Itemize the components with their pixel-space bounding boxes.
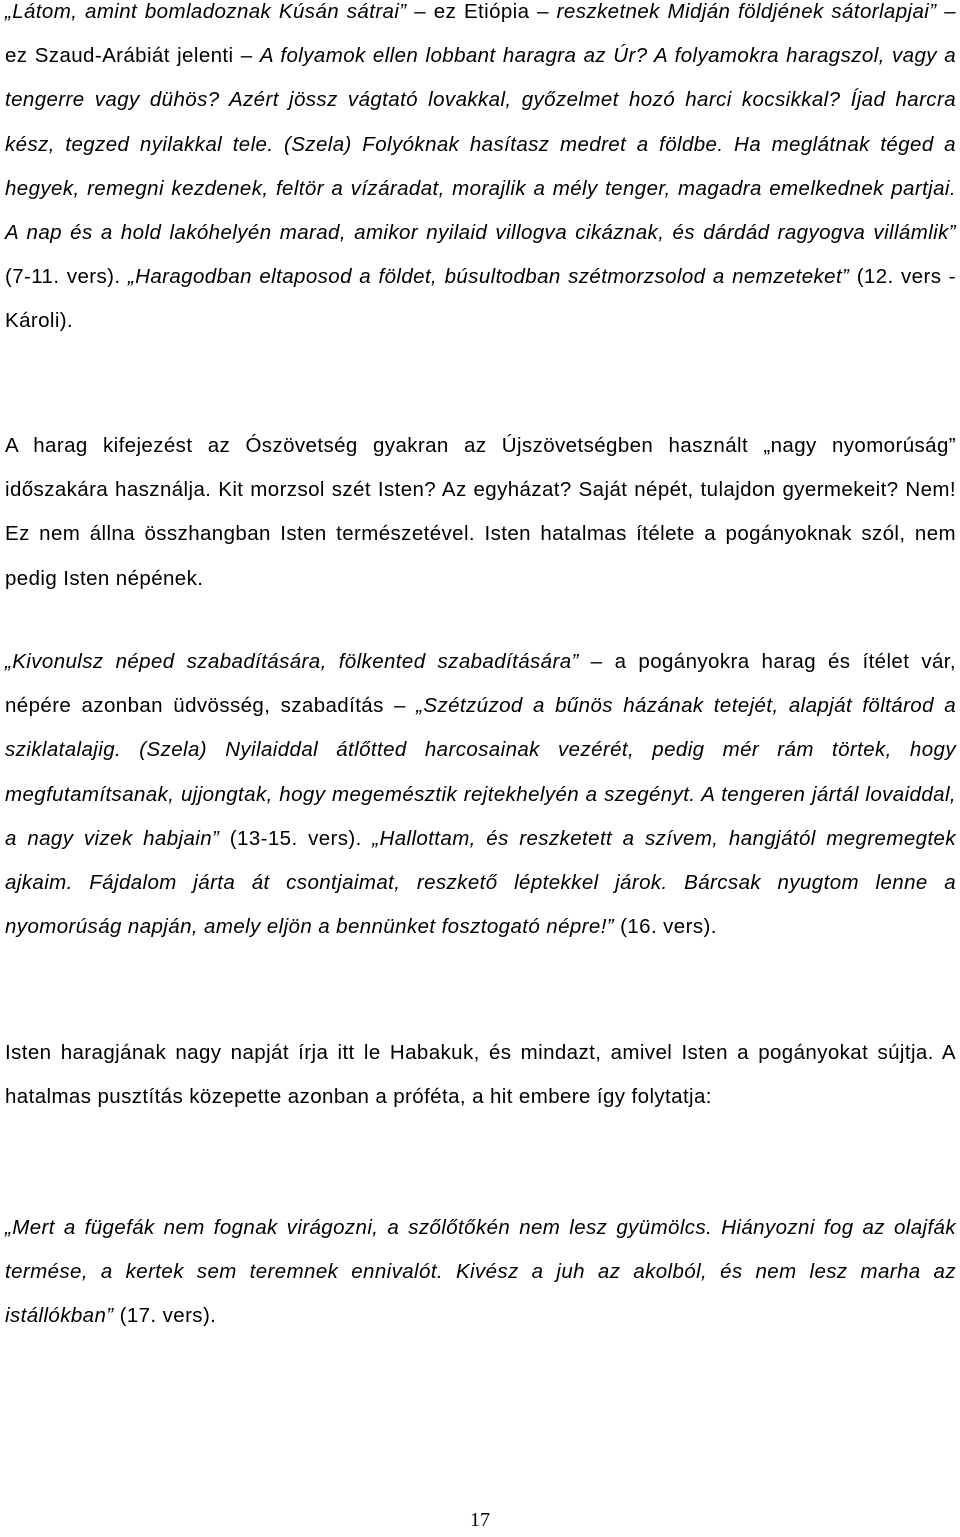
paragraph (5, 1031, 956, 1119)
verse-reference: (13-15. vers). (219, 826, 373, 850)
quote-text: reszketnek Midján földjének sátorlapjai” (556, 0, 937, 23)
verse-reference: (16. vers). (614, 915, 717, 939)
paragraph (5, 640, 956, 949)
quote-text: „Kivonulsz néped szabadítására, fölkented szabadítására” (5, 650, 579, 673)
verse-reference: (17. vers). (113, 1304, 217, 1328)
quote-text: „Látom, amint bomladoznak Kúsán sátrai” (5, 0, 407, 23)
verse-reference: (12. vers - Károli). (5, 265, 956, 333)
quote-text: „Mert a fügefák nem fognak virágozni, a szőlőtőkén nem lesz gyümölcs. Hiányozni fog az olajfák termése, a kertek sem teremnek ennivalót. Kivész a juh az akolból, és nem lesz marha az istállókban” (5, 1216, 956, 1328)
body-text: – ez Etiópia – (406, 0, 557, 23)
paragraph (5, 1206, 956, 1339)
body-text: – ez Szaud-Arábiát jelenti – (5, 0, 957, 68)
body-text: A harag kifejezést az Ószövetség gyakran az Újszövetségben használt „nagy nyomorúság” időszakára használja. Kit morzsol szét Isten? Az egyházat? Saját népét, tulajdon gyermekeit? Nem! Ez nem állna összhangban Isten természetével. Isten hatalmas ítélete a pogányoknak szól, nem pedig Isten népének. (5, 434, 956, 590)
verse-reference: (7-11. vers). (5, 265, 128, 289)
quote-text: „Szétzúzod a bűnös házának tetejét, alapját föltárod a sziklatalajig. (Szela) Nyilaiddal átlőtted harcosainak vezérét, pedig mér rám törtek, hogy megfutamítsanak, ujjongtak, hogy megemésztik rejtekhelyén a szegényt. A tengeren jártál lovaiddal, a nagy vizek habjain” (5, 694, 956, 850)
paragraph (5, 0, 956, 344)
body-text: Isten haragjának nagy napját írja itt le Habakuk, és mindazt, amivel Isten a pogányokat sújtja. A hatalmas pusztítás közepette azonban a próféta, a hit embere így folytatja: (5, 1041, 956, 1109)
quote-text: A folyamok ellen lobbant haragra az Úr? A folyamokra haragszol, vagy a tengerre vagy dühös? Azért jössz vágtató lovakkal, győzelmet hozó harci kocsikkal? Íjad harcra kész, tegzed nyilakkal tele. (Szela) Folyóknak hasítasz medret a földbe. Ha meglátnak téged a hegyek, remegni kezdenek, feltör a vízáradat, morajlik a mély tenger, magadra emelkednek partjai. A nap és a hold lakóhelyén marad, amikor nyilaid villogva cikáznak, és dárdád ragyogva villámlik” (5, 44, 956, 245)
page-number: 17 (470, 1509, 490, 1531)
quote-text: „Haragodban eltaposod a földet, búsultodban szétmorzsolod a nemzeteket” (127, 265, 850, 289)
body-text: – a pogányokra harag és ítélet vár, népére azonban üdvösség, szabadítás – (5, 650, 956, 718)
quote-text: „Hallottam, és reszketett a szívem, hangjától megremegtek ajkaim. Fájdalom járta át csontjaimat, reszkető léptekkel járok. Bárcsak nyugtom lenne a nyomorúság napján, amely eljön a bennünket fosztogató népre!” (5, 826, 956, 939)
paragraph (5, 424, 956, 601)
